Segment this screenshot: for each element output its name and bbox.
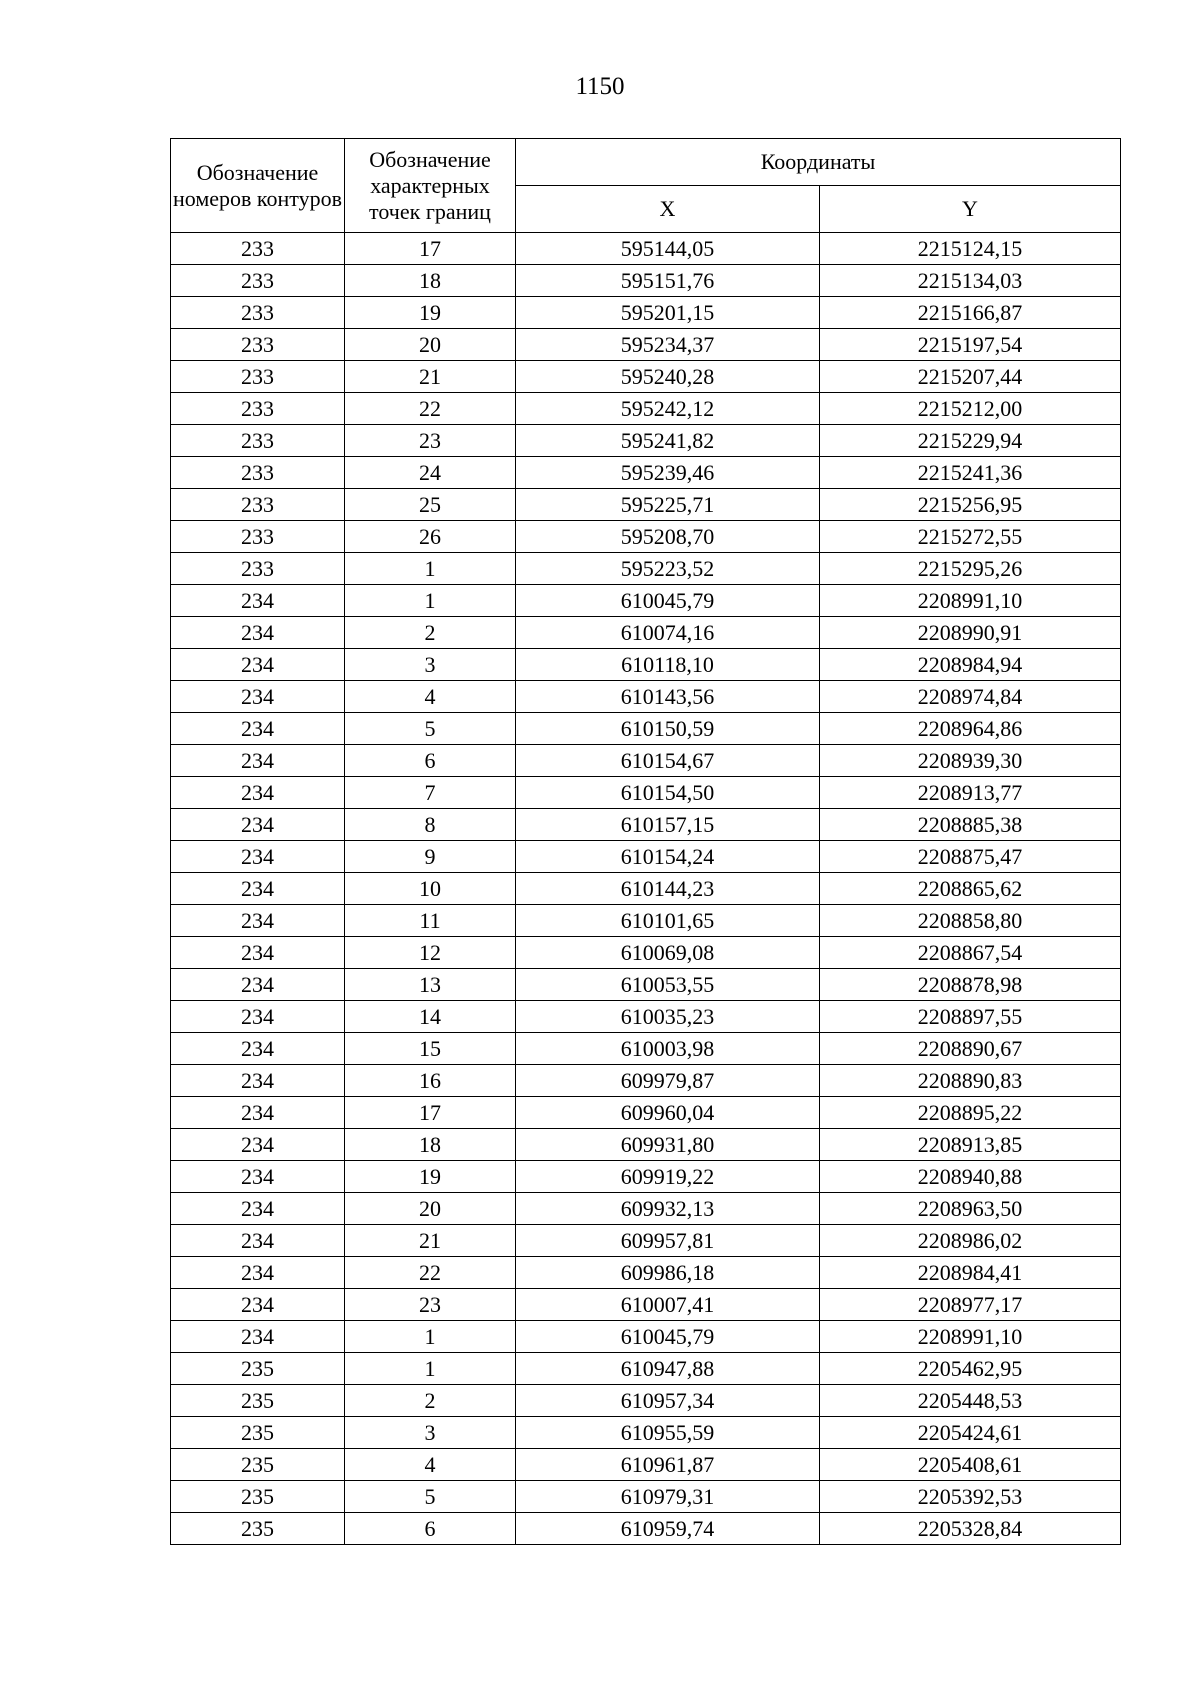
contour-number-cell: 234 [171, 1097, 345, 1129]
x-coordinate-cell: 595144,05 [516, 233, 820, 265]
y-coordinate-cell: 2208984,94 [820, 649, 1121, 681]
table-row [171, 1257, 1121, 1289]
table-row [171, 521, 1121, 553]
table-row [171, 265, 1121, 297]
y-coordinate-cell: 2208939,30 [820, 745, 1121, 777]
table-row [171, 1321, 1121, 1353]
contour-number-cell: 234 [171, 649, 345, 681]
x-coordinate-cell: 610154,67 [516, 745, 820, 777]
y-coordinate-cell: 2215124,15 [820, 233, 1121, 265]
point-number-cell: 18 [345, 1129, 516, 1161]
table-row [171, 553, 1121, 585]
contour-number-cell: 234 [171, 1161, 345, 1193]
contour-number-cell: 234 [171, 585, 345, 617]
contour-number-cell: 233 [171, 265, 345, 297]
table-row [171, 617, 1121, 649]
contour-number-cell: 234 [171, 937, 345, 969]
contour-number-cell: 234 [171, 1065, 345, 1097]
x-coordinate-cell: 609979,87 [516, 1065, 820, 1097]
point-number-cell: 13 [345, 969, 516, 1001]
table-row [171, 585, 1121, 617]
point-number-cell: 17 [345, 233, 516, 265]
point-number-cell: 25 [345, 489, 516, 521]
contour-number-cell: 234 [171, 1033, 345, 1065]
y-coordinate-cell: 2208885,38 [820, 809, 1121, 841]
x-coordinate-cell: 610979,31 [516, 1481, 820, 1513]
y-coordinate-cell: 2205328,84 [820, 1513, 1121, 1545]
point-number-cell: 9 [345, 841, 516, 873]
x-coordinate-cell: 610157,15 [516, 809, 820, 841]
x-coordinate-cell: 609931,80 [516, 1129, 820, 1161]
x-coordinate-cell: 610074,16 [516, 617, 820, 649]
contour-number-cell: 233 [171, 489, 345, 521]
contour-number-cell: 233 [171, 425, 345, 457]
point-number-cell: 5 [345, 713, 516, 745]
x-coordinate-cell: 610069,08 [516, 937, 820, 969]
contour-number-cell: 235 [171, 1385, 345, 1417]
x-coordinate-cell: 610007,41 [516, 1289, 820, 1321]
y-coordinate-cell: 2215272,55 [820, 521, 1121, 553]
point-number-cell: 15 [345, 1033, 516, 1065]
y-coordinate-cell: 2205462,95 [820, 1353, 1121, 1385]
point-number-cell: 1 [345, 553, 516, 585]
table-row [171, 1225, 1121, 1257]
contour-number-cell: 234 [171, 1321, 345, 1353]
y-coordinate-cell: 2208913,85 [820, 1129, 1121, 1161]
x-coordinate-cell: 595208,70 [516, 521, 820, 553]
contour-number-cell: 235 [171, 1353, 345, 1385]
x-coordinate-cell: 610053,55 [516, 969, 820, 1001]
contour-number-cell: 234 [171, 841, 345, 873]
table-row [171, 1193, 1121, 1225]
point-number-cell: 6 [345, 1513, 516, 1545]
point-number-cell: 22 [345, 1257, 516, 1289]
table-row [171, 329, 1121, 361]
point-number-cell: 6 [345, 745, 516, 777]
table-row [171, 1161, 1121, 1193]
header-coordinates: Координаты [516, 139, 1121, 186]
point-number-cell: 2 [345, 617, 516, 649]
x-coordinate-cell: 595242,12 [516, 393, 820, 425]
y-coordinate-cell: 2215229,94 [820, 425, 1121, 457]
x-coordinate-cell: 609986,18 [516, 1257, 820, 1289]
point-number-cell: 19 [345, 297, 516, 329]
x-coordinate-cell: 610144,23 [516, 873, 820, 905]
y-coordinate-cell: 2215295,26 [820, 553, 1121, 585]
x-coordinate-cell: 610118,10 [516, 649, 820, 681]
table-row [171, 1001, 1121, 1033]
point-number-cell: 4 [345, 1449, 516, 1481]
point-number-cell: 14 [345, 1001, 516, 1033]
y-coordinate-cell: 2208858,80 [820, 905, 1121, 937]
point-number-cell: 18 [345, 265, 516, 297]
point-number-cell: 12 [345, 937, 516, 969]
table-row [171, 1481, 1121, 1513]
x-coordinate-cell: 610045,79 [516, 585, 820, 617]
y-coordinate-cell: 2205408,61 [820, 1449, 1121, 1481]
table-row [171, 361, 1121, 393]
table-row [171, 905, 1121, 937]
y-coordinate-cell: 2215166,87 [820, 297, 1121, 329]
y-coordinate-cell: 2208991,10 [820, 585, 1121, 617]
table-row [171, 681, 1121, 713]
x-coordinate-cell: 609919,22 [516, 1161, 820, 1193]
table-row [171, 937, 1121, 969]
table-row [171, 1417, 1121, 1449]
point-number-cell: 20 [345, 329, 516, 361]
y-coordinate-cell: 2208897,55 [820, 1001, 1121, 1033]
contour-number-cell: 234 [171, 1289, 345, 1321]
x-coordinate-cell: 610035,23 [516, 1001, 820, 1033]
table-row [171, 233, 1121, 265]
contour-number-cell: 234 [171, 681, 345, 713]
x-coordinate-cell: 609957,81 [516, 1225, 820, 1257]
y-coordinate-cell: 2208865,62 [820, 873, 1121, 905]
contour-number-cell: 233 [171, 457, 345, 489]
point-number-cell: 21 [345, 1225, 516, 1257]
x-coordinate-cell: 610045,79 [516, 1321, 820, 1353]
y-coordinate-cell: 2208890,83 [820, 1065, 1121, 1097]
table-row [171, 1065, 1121, 1097]
point-number-cell: 21 [345, 361, 516, 393]
point-number-cell: 24 [345, 457, 516, 489]
y-coordinate-cell: 2208986,02 [820, 1225, 1121, 1257]
y-coordinate-cell: 2215197,54 [820, 329, 1121, 361]
contour-number-cell: 234 [171, 1257, 345, 1289]
y-coordinate-cell: 2205448,53 [820, 1385, 1121, 1417]
y-coordinate-cell: 2208878,98 [820, 969, 1121, 1001]
point-number-cell: 3 [345, 649, 516, 681]
x-coordinate-cell: 595225,71 [516, 489, 820, 521]
table-row [171, 809, 1121, 841]
table-row [171, 1289, 1121, 1321]
y-coordinate-cell: 2208963,50 [820, 1193, 1121, 1225]
table-row [171, 745, 1121, 777]
y-coordinate-cell: 2215212,00 [820, 393, 1121, 425]
table-body [171, 233, 1121, 1545]
y-coordinate-cell: 2208984,41 [820, 1257, 1121, 1289]
point-number-cell: 3 [345, 1417, 516, 1449]
x-coordinate-cell: 610955,59 [516, 1417, 820, 1449]
header-contour-number: Обозначение номеров контуров [171, 139, 345, 233]
header-y: Y [820, 186, 1121, 233]
table-row [171, 649, 1121, 681]
contour-number-cell: 235 [171, 1481, 345, 1513]
y-coordinate-cell: 2208913,77 [820, 777, 1121, 809]
x-coordinate-cell: 610003,98 [516, 1033, 820, 1065]
point-number-cell: 23 [345, 1289, 516, 1321]
table-row [171, 425, 1121, 457]
table-row [171, 777, 1121, 809]
point-number-cell: 8 [345, 809, 516, 841]
x-coordinate-cell: 595223,52 [516, 553, 820, 585]
contour-number-cell: 233 [171, 297, 345, 329]
contour-number-cell: 234 [171, 1225, 345, 1257]
y-coordinate-cell: 2215241,36 [820, 457, 1121, 489]
contour-number-cell: 234 [171, 873, 345, 905]
contour-number-cell: 233 [171, 329, 345, 361]
table-row [171, 969, 1121, 1001]
y-coordinate-cell: 2208964,86 [820, 713, 1121, 745]
point-number-cell: 10 [345, 873, 516, 905]
point-number-cell: 19 [345, 1161, 516, 1193]
table-row [171, 713, 1121, 745]
contour-number-cell: 233 [171, 521, 345, 553]
point-number-cell: 23 [345, 425, 516, 457]
x-coordinate-cell: 595241,82 [516, 425, 820, 457]
y-coordinate-cell: 2208867,54 [820, 937, 1121, 969]
table-row [171, 1353, 1121, 1385]
x-coordinate-cell: 610101,65 [516, 905, 820, 937]
contour-number-cell: 235 [171, 1417, 345, 1449]
y-coordinate-cell: 2215256,95 [820, 489, 1121, 521]
table-row [171, 1097, 1121, 1129]
y-coordinate-cell: 2208974,84 [820, 681, 1121, 713]
x-coordinate-cell: 609932,13 [516, 1193, 820, 1225]
point-number-cell: 4 [345, 681, 516, 713]
x-coordinate-cell: 610154,50 [516, 777, 820, 809]
contour-number-cell: 234 [171, 617, 345, 649]
coordinates-table [170, 138, 1121, 1545]
point-number-cell: 2 [345, 1385, 516, 1417]
contour-number-cell: 234 [171, 1193, 345, 1225]
table-row [171, 297, 1121, 329]
point-number-cell: 1 [345, 1353, 516, 1385]
x-coordinate-cell: 595239,46 [516, 457, 820, 489]
table-row [171, 1033, 1121, 1065]
x-coordinate-cell: 610961,87 [516, 1449, 820, 1481]
table-row [171, 1129, 1121, 1161]
point-number-cell: 7 [345, 777, 516, 809]
table-row [171, 1385, 1121, 1417]
x-coordinate-cell: 610154,24 [516, 841, 820, 873]
x-coordinate-cell: 610947,88 [516, 1353, 820, 1385]
x-coordinate-cell: 610957,34 [516, 1385, 820, 1417]
contour-number-cell: 234 [171, 1001, 345, 1033]
table-row [171, 393, 1121, 425]
x-coordinate-cell: 609960,04 [516, 1097, 820, 1129]
contour-number-cell: 234 [171, 1129, 345, 1161]
point-number-cell: 17 [345, 1097, 516, 1129]
contour-number-cell: 234 [171, 777, 345, 809]
table-row [171, 1513, 1121, 1545]
y-coordinate-cell: 2205424,61 [820, 1417, 1121, 1449]
contour-number-cell: 233 [171, 553, 345, 585]
y-coordinate-cell: 2208990,91 [820, 617, 1121, 649]
point-number-cell: 26 [345, 521, 516, 553]
contour-number-cell: 233 [171, 393, 345, 425]
contour-number-cell: 234 [171, 745, 345, 777]
point-number-cell: 22 [345, 393, 516, 425]
table-row [171, 1449, 1121, 1481]
page-number: 1150 [575, 73, 625, 100]
point-number-cell: 16 [345, 1065, 516, 1097]
y-coordinate-cell: 2208895,22 [820, 1097, 1121, 1129]
point-number-cell: 1 [345, 1321, 516, 1353]
point-number-cell: 20 [345, 1193, 516, 1225]
x-coordinate-cell: 595234,37 [516, 329, 820, 361]
x-coordinate-cell: 595201,15 [516, 297, 820, 329]
header-x: X [516, 186, 820, 233]
y-coordinate-cell: 2208890,67 [820, 1033, 1121, 1065]
y-coordinate-cell: 2208875,47 [820, 841, 1121, 873]
y-coordinate-cell: 2215134,03 [820, 265, 1121, 297]
contour-number-cell: 234 [171, 809, 345, 841]
y-coordinate-cell: 2205392,53 [820, 1481, 1121, 1513]
contour-number-cell: 234 [171, 969, 345, 1001]
point-number-cell: 1 [345, 585, 516, 617]
contour-number-cell: 235 [171, 1449, 345, 1481]
y-coordinate-cell: 2215207,44 [820, 361, 1121, 393]
y-coordinate-cell: 2208977,17 [820, 1289, 1121, 1321]
table-row [171, 841, 1121, 873]
x-coordinate-cell: 595151,76 [516, 265, 820, 297]
table-row [171, 873, 1121, 905]
contour-number-cell: 235 [171, 1513, 345, 1545]
y-coordinate-cell: 2208940,88 [820, 1161, 1121, 1193]
header-point-designation: Обозначение характерных точек границ [345, 139, 516, 233]
point-number-cell: 11 [345, 905, 516, 937]
contour-number-cell: 234 [171, 905, 345, 937]
contour-number-cell: 233 [171, 361, 345, 393]
x-coordinate-cell: 610143,56 [516, 681, 820, 713]
point-number-cell: 5 [345, 1481, 516, 1513]
x-coordinate-cell: 595240,28 [516, 361, 820, 393]
table-header [171, 139, 1121, 233]
x-coordinate-cell: 610150,59 [516, 713, 820, 745]
table-row [171, 457, 1121, 489]
y-coordinate-cell: 2208991,10 [820, 1321, 1121, 1353]
table-row [171, 489, 1121, 521]
contour-number-cell: 234 [171, 713, 345, 745]
contour-number-cell: 233 [171, 233, 345, 265]
x-coordinate-cell: 610959,74 [516, 1513, 820, 1545]
